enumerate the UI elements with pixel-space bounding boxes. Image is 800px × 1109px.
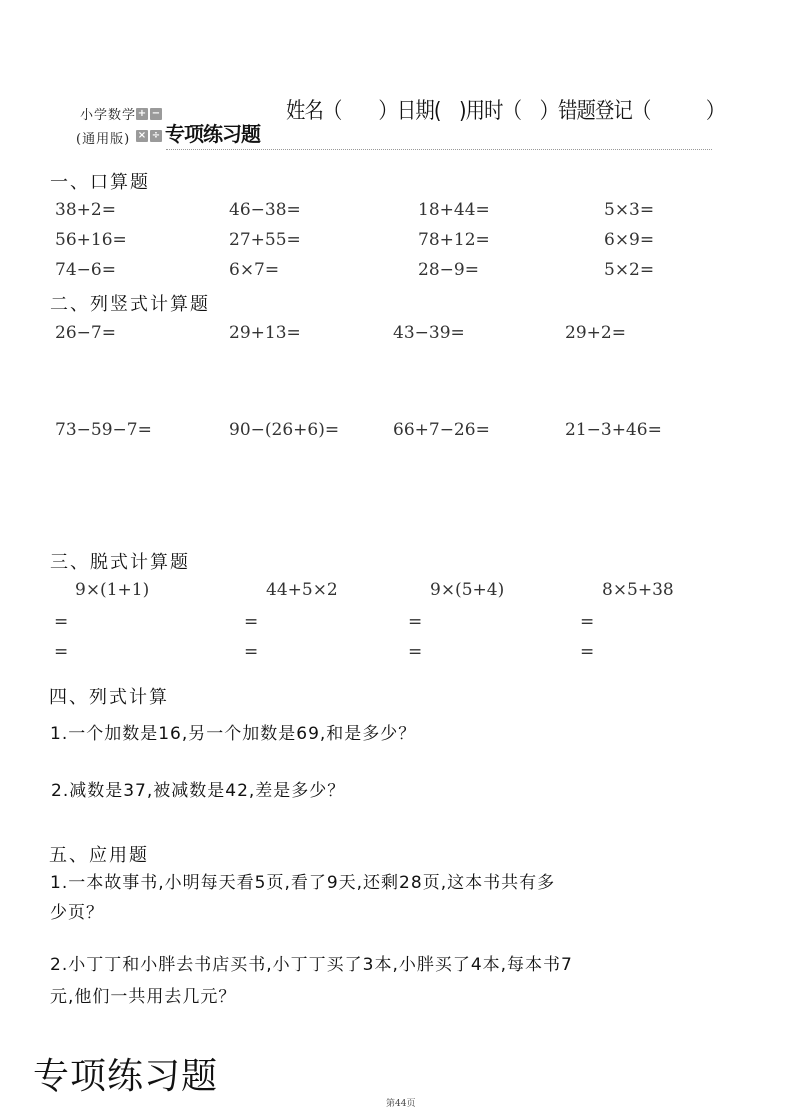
equals-sign: = — [244, 642, 259, 662]
logo-title: 专项练习题 — [165, 122, 260, 146]
oral-problem: 6×7= — [229, 260, 280, 280]
vertical-problem: 66+7−26= — [393, 420, 490, 440]
header-divider — [166, 149, 712, 150]
equals-sign: = — [580, 612, 595, 632]
math-operators-icon — [136, 108, 164, 150]
section-title-stepwise: 三、脱式计算题 — [50, 552, 190, 573]
oral-problem: 28−9= — [418, 260, 479, 280]
student-info-fields: 姓名（ ）日期( )用时（ ）错题登记（ ） — [286, 99, 725, 124]
equals-sign: = — [244, 612, 259, 632]
vertical-problem: 29+13= — [229, 323, 301, 343]
footer-title: 专项练习题 — [33, 1056, 219, 1097]
oral-problem: 46−38= — [229, 200, 301, 220]
section-title-word-problems: 五、应用题 — [49, 845, 149, 866]
equals-sign: = — [408, 612, 423, 632]
oral-problem: 5×3= — [604, 200, 655, 220]
equals-sign: = — [408, 642, 423, 662]
oral-problem: 74−6= — [55, 260, 116, 280]
word-problem-line: 2.小丁丁和小胖去书店买书,小丁丁买了3本,小胖买了4本,每本书7 — [50, 955, 573, 975]
logo-edition: (通用版) — [76, 132, 131, 147]
oral-problem: 6×9= — [604, 230, 655, 250]
oral-problem: 5×2= — [604, 260, 655, 280]
oral-problem: 56+16= — [55, 230, 127, 250]
vertical-problem: 21−3+46= — [565, 420, 662, 440]
equals-sign: = — [580, 642, 595, 662]
vertical-problem: 29+2= — [565, 323, 626, 343]
section-title-expression: 四、列式计算 — [49, 687, 169, 708]
stepwise-problem: 9×(5+4) — [430, 580, 505, 600]
section-title-vertical: 二、列竖式计算题 — [50, 294, 210, 315]
vertical-problem: 73−59−7= — [55, 420, 152, 440]
word-problem-line: 少页？ — [50, 903, 104, 923]
plus-icon: + — [137, 108, 147, 119]
equals-sign: = — [54, 612, 69, 632]
word-problem-line: 1.一本故事书,小明每天看5页,看了9天,还剩28页,这本书共有多 — [50, 873, 556, 893]
multiply-icon: × — [137, 130, 147, 141]
section-title-oral: 一、口算题 — [50, 172, 150, 193]
oral-problem: 27+55= — [229, 230, 301, 250]
oral-problem: 18+44= — [418, 200, 490, 220]
page-number: 第44页 — [386, 1099, 416, 1109]
expression-question: 1.一个加数是16,另一个加数是69,和是多少？ — [50, 724, 417, 744]
vertical-problem: 90−(26+6)= — [229, 420, 340, 440]
stepwise-problem: 44+5×2 — [266, 580, 338, 600]
expression-question: 2.减数是37,被减数是42,差是多少？ — [51, 781, 346, 801]
vertical-problem: 43−39= — [393, 323, 465, 343]
logo-subject: 小学数学 — [80, 108, 137, 123]
equals-sign: = — [54, 642, 69, 662]
stepwise-problem: 9×(1+1) — [75, 580, 150, 600]
minus-icon: − — [151, 108, 161, 119]
oral-problem: 38+2= — [55, 200, 116, 220]
word-problem-line: 元,他们一共用去几元？ — [50, 987, 237, 1007]
stepwise-problem: 8×5+38 — [602, 580, 674, 600]
vertical-problem: 26−7= — [55, 323, 116, 343]
divide-icon: ÷ — [151, 130, 161, 141]
oral-problem: 78+12= — [418, 230, 490, 250]
